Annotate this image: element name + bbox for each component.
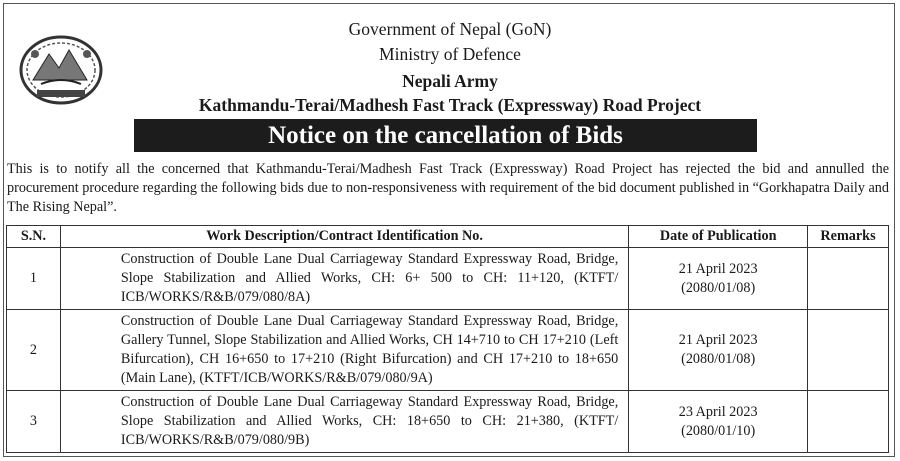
row-remarks bbox=[808, 391, 889, 453]
col-header-date: Date of Publication bbox=[629, 226, 808, 248]
header-army: Nepali Army bbox=[402, 71, 498, 91]
col-header-work-description: Work Description/Contract Identification No. bbox=[60, 226, 628, 248]
row-description: Construction of Double Lane Dual Carriageway Standard Expressway Road, Bridge, Slope Stabilization and Allied Works, CH: 6+ 500 to CH: 11+120, (KTFT/ ICB/WORKS/R&B/079/080/8A) bbox=[60, 248, 628, 310]
header-ministry: Ministry of Defence bbox=[379, 44, 521, 64]
date-ad: 23 April 2023 bbox=[678, 403, 758, 420]
header-project: Kathmandu-Terai/Madhesh Fast Track (Expressway) Road Project bbox=[198, 95, 702, 115]
date-ad: 21 April 2023 bbox=[678, 332, 758, 348]
row-sn: 2 bbox=[7, 310, 61, 391]
col-header-sn: S.N. bbox=[7, 226, 61, 248]
date-ad: 21 April 2023 bbox=[678, 260, 758, 277]
date-bs: (2080/01/08) bbox=[681, 351, 756, 367]
table-row bbox=[7, 391, 889, 453]
row-remarks bbox=[808, 248, 889, 310]
bids-table bbox=[6, 225, 889, 453]
row-date bbox=[629, 248, 808, 310]
date-bs: (2080/01/10) bbox=[681, 422, 756, 439]
row-sn: 1 bbox=[7, 248, 61, 310]
row-date bbox=[629, 391, 808, 453]
table-header-row bbox=[7, 226, 889, 248]
row-date bbox=[629, 310, 808, 391]
row-sn: 3 bbox=[7, 391, 61, 453]
row-description: Construction of Double Lane Dual Carriageway Standard Expressway Road, Bridge, Slope Stabilization and Allied Works, CH: 18+650 to CH: 21+380, (KTFT/ ICB/WORKS/R&B/079/080/9B) bbox=[60, 391, 628, 453]
date-bs: (2080/01/08) bbox=[681, 279, 756, 296]
notice-title-banner: Notice on the cancellation of Bids bbox=[134, 119, 757, 152]
table-row bbox=[7, 310, 889, 391]
row-description: Construction of Double Lane Dual Carriageway Standard Expressway Road, Bridge, Gallery Tunnel, Slope Stabilization and Allied Works, CH 14+710 to CH 17+210 (Left Bifurcation), CH 16+650 to 17+210 (Right Bifurcation) and CH 17+210 to 18+650 (Main Lane), (KTFT/ICB/WORKS/R&B/079/080/9A) bbox=[60, 310, 628, 391]
notice-body: This is to notify all the concerned that Kathmandu-Terai/Madhesh Fast Track (Expressway) Road Project has rejected the bid and annulled the procurement procedure regarding the following bids due to non-responsiveness with requirement of the bid document published in “Gorkhapatra Daily and The Rising Nepal”. bbox=[7, 161, 889, 215]
table-row bbox=[7, 248, 889, 310]
col-header-remarks: Remarks bbox=[808, 226, 889, 248]
row-remarks bbox=[808, 310, 889, 391]
header-government: Government of Nepal (GoN) bbox=[348, 19, 552, 39]
